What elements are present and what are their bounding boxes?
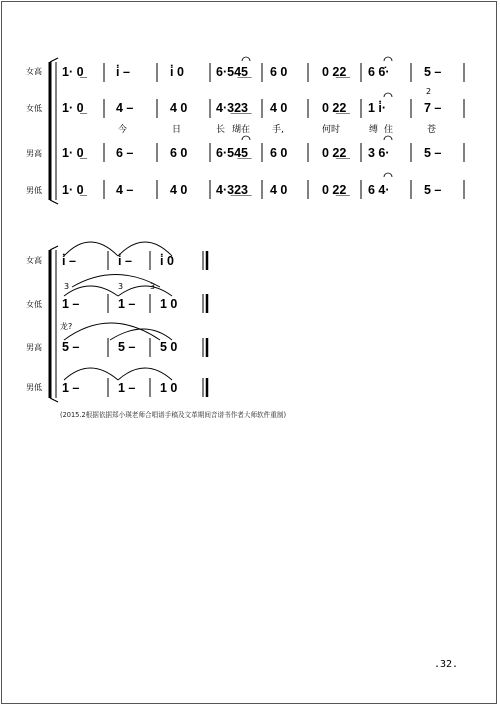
note-cell: 1 i̇· xyxy=(368,101,387,115)
note-cell: i̇ 0 xyxy=(170,65,184,79)
lyric-syllable: 手, xyxy=(272,125,284,135)
note-cell: 1 – xyxy=(62,297,80,311)
note-cell: 5 – xyxy=(424,183,442,197)
note-cell: i̇ 0 xyxy=(160,254,174,268)
note-cell: 1· 0̲ xyxy=(62,146,84,160)
lyric-syllable: 何时 xyxy=(322,125,341,135)
lyric-syllable: 住 xyxy=(384,125,394,135)
system2-bracket xyxy=(50,246,58,402)
note-cell: 1 – xyxy=(118,381,136,395)
lyric-syllable: 日 xyxy=(172,125,182,135)
note-cell: 0 2̲2̲ xyxy=(322,101,347,115)
note-cell: 7 – xyxy=(424,101,442,115)
note-cell: 1· 0̲ xyxy=(62,101,84,115)
note-cell: 4 0 xyxy=(270,101,288,115)
note-cell: 4 0 xyxy=(170,101,188,115)
note-cell: 0 2̲2̲ xyxy=(322,65,347,79)
grace-note: 3 xyxy=(64,282,70,291)
system1-barlines xyxy=(104,63,464,199)
grace-note: 3 xyxy=(150,282,156,291)
note-cell: 5 – xyxy=(424,65,442,79)
credit-line: (2015.2根据依据郑小瑛老师合唱谱手稿及文革期间音谱书作者大师软件重制) xyxy=(60,411,287,419)
note-cell: 1 – xyxy=(62,381,80,395)
note-cell: 1· 0̲ xyxy=(62,183,84,197)
note-cell: 6 4· xyxy=(368,183,390,197)
part-label: 男低 xyxy=(26,186,42,195)
note-cell: 6 0 xyxy=(270,146,288,160)
note-cell: 6·54̲5̲ xyxy=(216,146,248,160)
part-label: 男高 xyxy=(26,343,42,352)
lyric-syllable: 缚 xyxy=(369,125,379,135)
grace-note: 3 xyxy=(118,282,124,291)
part-label: 女低 xyxy=(26,300,42,309)
note-cell: 6·54̲5̲ xyxy=(216,65,248,79)
part-label: 女高 xyxy=(26,256,42,265)
lyric-syllable: 苍 xyxy=(427,125,437,135)
system2-barlines xyxy=(108,251,150,397)
note-cell: 4·3̲2̲3̲ xyxy=(216,101,248,115)
note-cell: i̇ – xyxy=(116,65,130,79)
note-cell: 1 0 xyxy=(160,381,178,395)
part-label: 女高 xyxy=(26,67,42,76)
note-cell: 3 6· xyxy=(368,146,390,160)
grace-note: 2 xyxy=(426,87,432,96)
part-label: 男高 xyxy=(26,149,42,158)
note-cell: 4 0 xyxy=(270,183,288,197)
note-cell: 1· 0̲ xyxy=(62,65,84,79)
part-label: 男低 xyxy=(26,383,42,392)
part-label: 女低 xyxy=(26,104,42,113)
page-number: .32. xyxy=(434,659,459,670)
note-cell: 4 0 xyxy=(170,183,188,197)
note-cell: 6 0 xyxy=(270,65,288,79)
lyric-syllable: 长 xyxy=(216,125,226,135)
final-barlines xyxy=(203,251,207,397)
note-cell: 6 – xyxy=(116,146,134,160)
system1-bracket xyxy=(50,58,58,204)
note-cell: 4 – xyxy=(116,183,134,197)
note-cell: 1 0 xyxy=(160,297,178,311)
note-cell: 6 0 xyxy=(170,146,188,160)
note-cell: 1 – xyxy=(118,297,136,311)
note-cell: 5 0 xyxy=(160,340,178,354)
note-cell: i̇ – xyxy=(62,254,76,268)
note-cell: i̇ – xyxy=(118,254,132,268)
note-cell: 4 – xyxy=(116,101,134,115)
note-cell: 6 6̇· xyxy=(368,65,390,79)
note-cell: 0 2̲2̲ xyxy=(322,183,347,197)
note-cell: 0 2̲2̲ xyxy=(322,146,347,160)
lyric-syllable: 今 xyxy=(118,125,128,135)
note-cell: 5 – xyxy=(118,340,136,354)
lyric-syllable: 瑚在 xyxy=(232,125,251,135)
note-cell: 4·3̲2̲3̲ xyxy=(216,183,248,197)
note-cell: 5 – xyxy=(424,146,442,160)
note-cell: 5 – xyxy=(62,340,80,354)
annotation: 龙? xyxy=(60,322,73,331)
